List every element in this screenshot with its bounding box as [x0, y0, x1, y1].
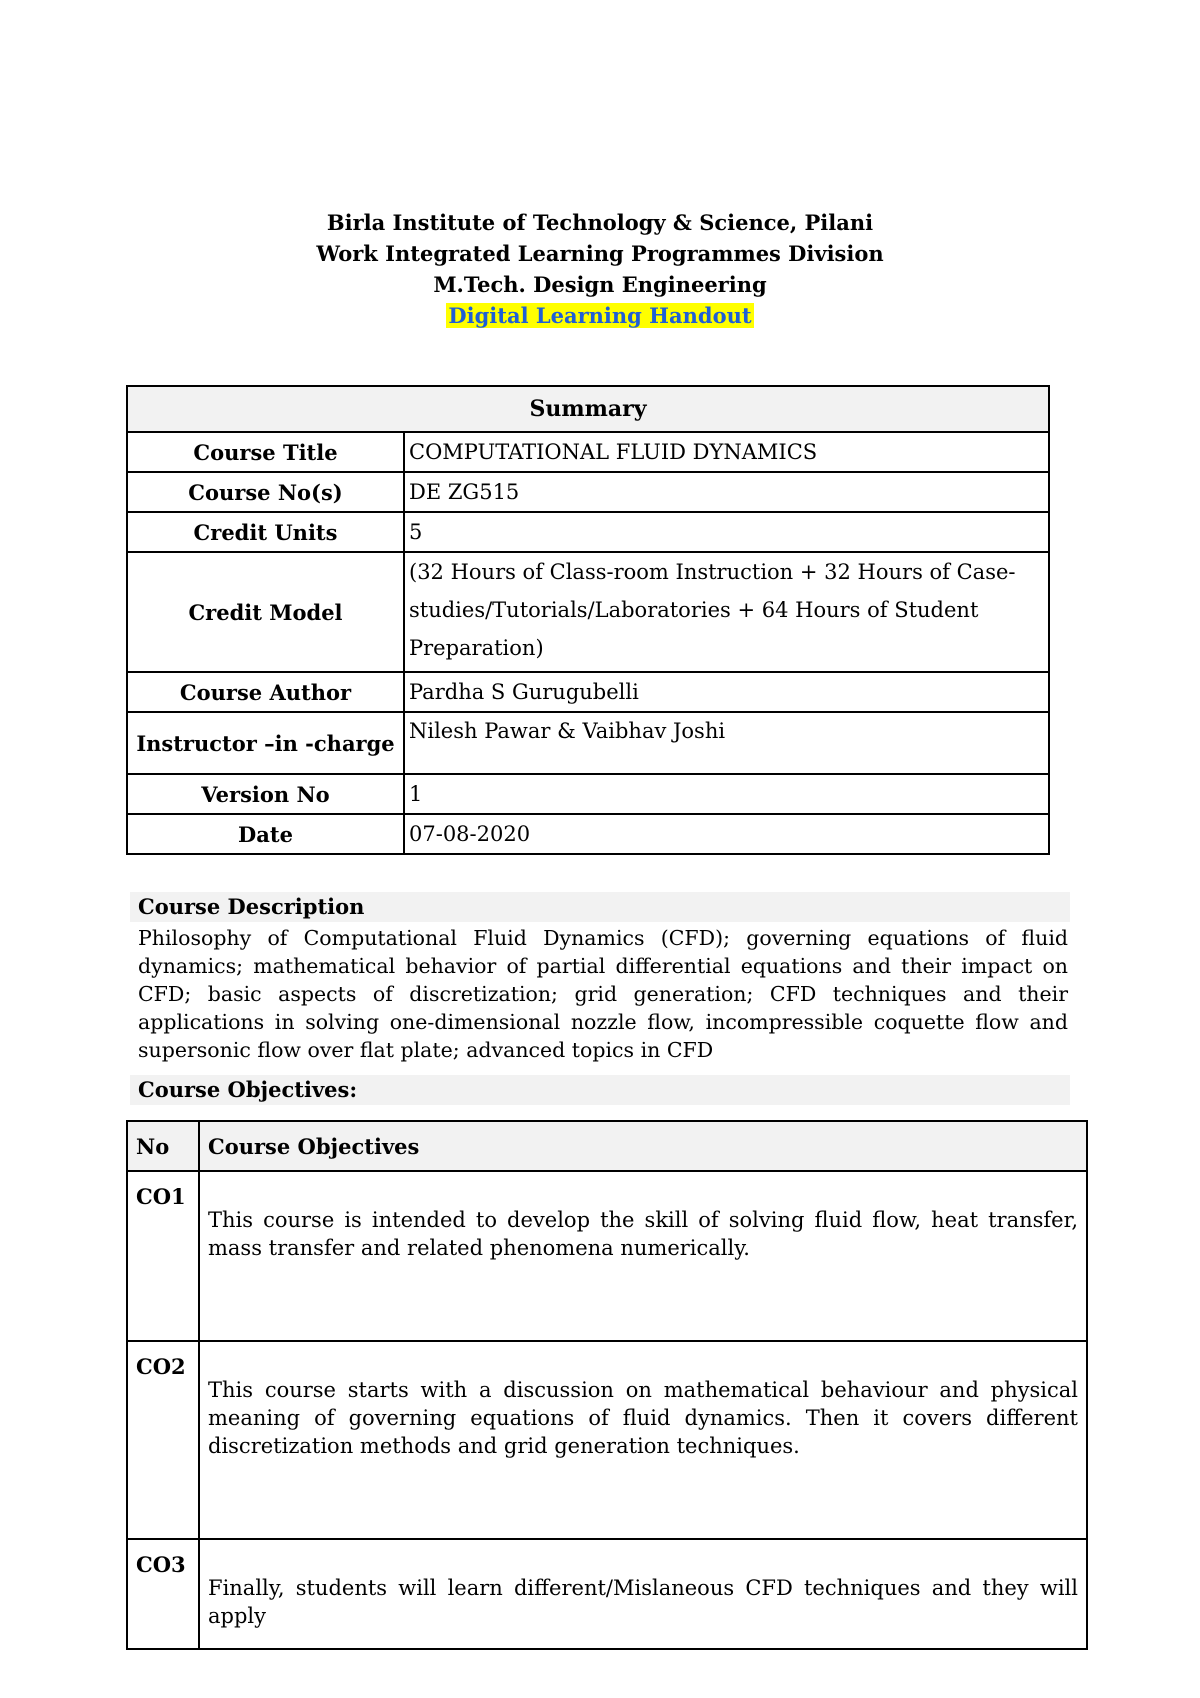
summary-value: 5	[404, 512, 1049, 552]
objective-id: CO2	[127, 1341, 199, 1539]
handout-title: Digital Learning Handout	[448, 303, 752, 328]
summary-value: 1	[404, 774, 1049, 814]
summary-value: COMPUTATIONAL FLUID DYNAMICS	[404, 432, 1049, 472]
summary-label: Version No	[127, 774, 404, 814]
column-header-objectives: Course Objectives	[199, 1121, 1087, 1171]
objective-text: This course is intended to develop the skill of solving fluid flow, heat transfer, mass transfer and related phenomena numerically.	[199, 1171, 1087, 1341]
summary-value: Pardha S Gurugubelli	[404, 672, 1049, 712]
summary-label: Instructor –in -charge	[127, 712, 404, 774]
summary-label: Course Author	[127, 672, 404, 712]
summary-value: Nilesh Pawar & Vaibhav Joshi	[404, 712, 1049, 774]
document-header	[0, 207, 1200, 331]
summary-label: Credit Model	[127, 552, 404, 672]
summary-row	[127, 712, 1049, 774]
summary-row	[127, 672, 1049, 712]
objectives-header-row	[127, 1121, 1087, 1171]
objective-row	[127, 1341, 1087, 1539]
summary-row	[127, 512, 1049, 552]
summary-value: 07-08-2020	[404, 814, 1049, 854]
programme-name: M.Tech. Design Engineering	[433, 272, 767, 297]
summary-row	[127, 552, 1049, 672]
course-description-heading: Course Description	[130, 892, 1070, 922]
objective-text: This course starts with a discussion on mathematical behaviour and physical meaning of governing equations of fluid dynamics. Then it covers different discretization methods and grid generation techniques.	[199, 1341, 1087, 1539]
summary-table	[126, 385, 1050, 855]
objective-row	[127, 1539, 1087, 1649]
division-name: Work Integrated Learning Programmes Division	[316, 241, 884, 266]
column-header-no: No	[127, 1121, 199, 1171]
objective-id: CO1	[127, 1171, 199, 1341]
institute-name: Birla Institute of Technology & Science, Pilani	[326, 210, 874, 235]
summary-label: Course No(s)	[127, 472, 404, 512]
summary-row	[127, 472, 1049, 512]
course-objectives-heading: Course Objectives:	[130, 1075, 1070, 1105]
summary-label: Course Title	[127, 432, 404, 472]
objective-text: Finally, students will learn different/Mislaneous CFD techniques and they will apply	[199, 1539, 1087, 1649]
summary-value: DE ZG515	[404, 472, 1049, 512]
summary-label: Date	[127, 814, 404, 854]
summary-row	[127, 814, 1049, 854]
objective-row	[127, 1171, 1087, 1341]
summary-label: Credit Units	[127, 512, 404, 552]
course-description-text: Philosophy of Computational Fluid Dynamics (CFD); governing equations of fluid dynamics; mathematical behavior of partial differential equations and their impact on CFD; basic aspects of discretization; grid generation; CFD techniques and their applications in solving one-dimensional nozzle flow, incompressible coquette flow and supersonic flow over flat plate; advanced topics in CFD	[138, 926, 1068, 1062]
summary-value: (32 Hours of Class-room Instruction + 32 Hours of Case-studies/Tutorials/Laboratories + 64 Hours of Student Preparation)	[404, 552, 1049, 672]
objective-id: CO3	[127, 1539, 199, 1649]
objectives-table	[126, 1120, 1088, 1650]
summary-row	[127, 432, 1049, 472]
summary-heading: Summary	[127, 386, 1049, 432]
summary-row	[127, 774, 1049, 814]
